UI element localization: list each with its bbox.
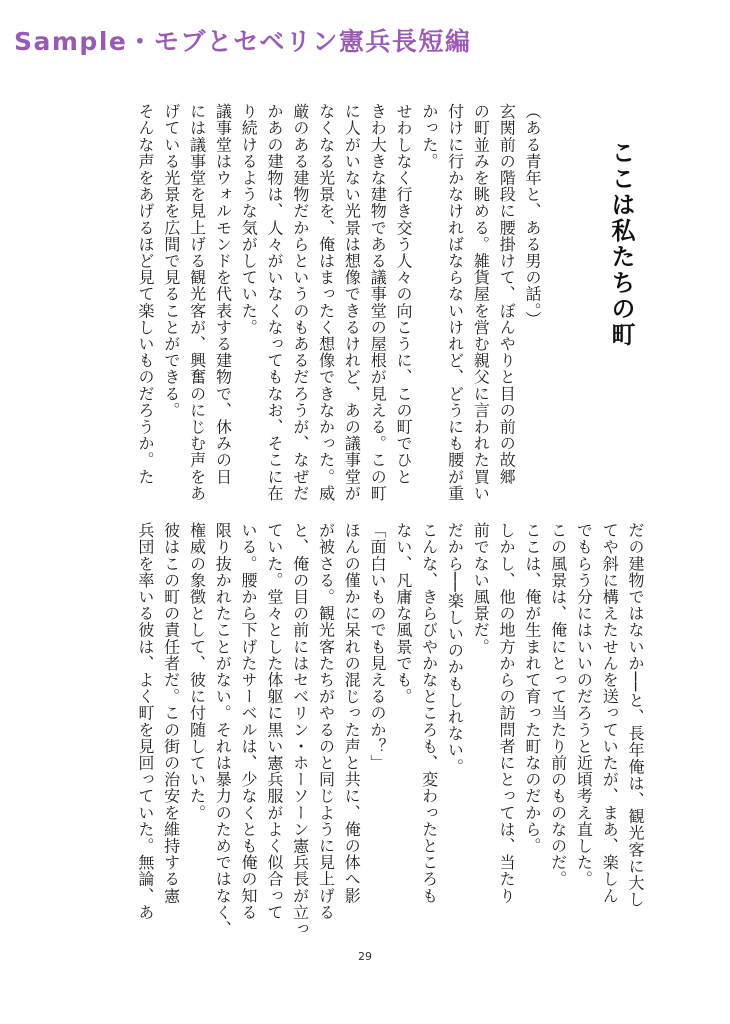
text-line: だの建物ではないか──と、長年俺は、観光客に大し — [626, 522, 645, 908]
text-line: ない、凡庸な風景でも。 — [393, 522, 413, 705]
text-line: ていた。堂々とした体躯に黒い憲兵服がよく似合って — [264, 522, 284, 921]
sample-header: Sample・モブとセベリン憲兵長短編 — [14, 27, 472, 56]
text-line: きわ大きな建物である議事堂の屋根が見える。この町 — [368, 103, 388, 502]
text-line: 議事堂はウォルモンドを代表する建物で、休みの日 — [213, 103, 233, 485]
text-line: 厳のある建物だからというのもあるだろうが、なぜだ — [290, 103, 310, 502]
text-line: ここは、俺が生まれて育った町なのだから。 — [522, 522, 542, 854]
text-line: （ある青年と、ある男の話。） — [523, 103, 542, 328]
text-line: だから──楽しいのかもしれない。 — [445, 522, 465, 775]
top-text-block — [105, 103, 545, 503]
text-line: せわしなく行き交う人々の向こうに、この町でひと — [394, 103, 414, 485]
text-line: 玄関前の階段に腰掛けて、ぼんやりと目の前の故郷 — [497, 103, 517, 485]
text-line: そんな声をあげるほど見て楽しいものだろうか。た — [136, 103, 156, 485]
text-line: 彼はこの町の責任者だ。この街の治安を維持する憲 — [161, 522, 181, 904]
text-line: が被さる。観光客たちがやるのと同じように見上げる — [316, 522, 336, 921]
text-line: ほんの僅かに呆れの混じった声と共に、俺の体へ影 — [342, 522, 362, 904]
text-line: 権威の象徴として、彼に付随していた。 — [187, 522, 207, 821]
text-line: てや斜に構えたせんを送っていたが、まあ、楽しん — [600, 522, 620, 904]
text-line: かあの建物は、人々がいなくなってもなお、そこに在 — [265, 103, 285, 502]
text-line: いる。腰から下げたサーベルは、少なくとも俺の知る — [239, 522, 259, 921]
text-line: 前でない風景だ。 — [471, 522, 491, 655]
text-line: 兵団を率いる彼は、よく町を見回っていた。無論、あ — [135, 522, 155, 921]
text-line: かった。 — [419, 103, 439, 170]
text-line: と、俺の目の前にはセベリン・ホーソーン憲兵長が立っ — [290, 522, 310, 937]
text-line: 「面白いものでも見えるのか？」 — [368, 522, 388, 771]
text-line: 限り抜かれたことがない。それは暴力のためではなく、 — [213, 522, 233, 937]
text-line: げている光景を広間で見ることができる。 — [161, 103, 181, 419]
text-line: 付けに行かなければならないけれど、どうにも腰が重 — [445, 103, 465, 502]
bottom-text-block — [100, 522, 648, 937]
text-line: この風景は、俺にとって当たり前のものなのだ。 — [548, 522, 568, 888]
text-line: に人がいない光景は想像できるけれど、あの議事堂が — [342, 103, 362, 502]
text-line: り続けるような気がしていた。 — [239, 103, 259, 336]
chapter-title: ここは私たちの町 — [607, 140, 635, 348]
text-line: でもらう分にはいいのだろうと近頃考え直した。 — [574, 522, 594, 888]
text-line: しかし、他の地方からの訪問者にとっては、当たり — [497, 522, 517, 904]
text-line: の町並みを眺める。雑貨屋を営む親父に言われた買い — [471, 103, 491, 502]
text-line: には議事堂を見上げる観光客が、興奮のにじむ声をあ — [187, 103, 207, 502]
text-line: なくなる光景を、俺はまったく想像できなかった。威 — [316, 103, 336, 502]
text-line: こんな、きらびやかなところも、変わったところも — [419, 522, 439, 904]
page-number: 29 — [358, 950, 372, 963]
